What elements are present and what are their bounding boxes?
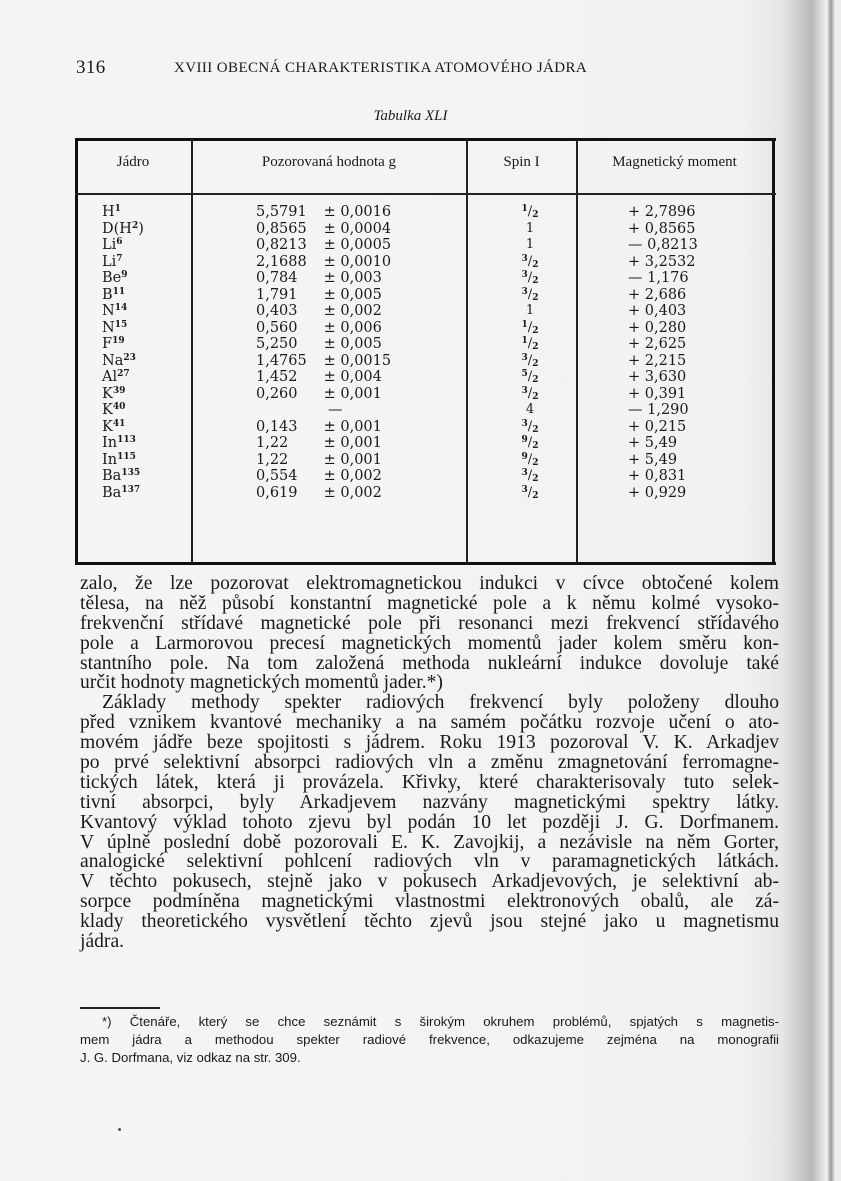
g-error: 0,001 [340, 418, 382, 435]
fraction-slash: / [527, 204, 533, 219]
footnote-line: *) Čtenáře, který se chce seznámit s širokým okruhem problémů, spjatých s magnetis- [102, 1014, 779, 1029]
spin-fraction [522, 419, 539, 434]
spin-denominator: 2 [532, 441, 539, 451]
spin-denominator: 2 [532, 358, 539, 369]
g-value-cell [256, 204, 506, 221]
plus-minus: ± [319, 385, 341, 402]
g-value: 0,784 [256, 270, 298, 286]
mass-number: 15 [114, 319, 128, 330]
element-symbol: K [102, 402, 113, 418]
spin-fraction [522, 353, 539, 368]
plus-minus: ± [319, 451, 341, 468]
nucleus-cell [102, 485, 144, 502]
spin-fraction [522, 452, 539, 467]
g-error: 0,005 [340, 286, 382, 303]
nucleus-cell [102, 287, 144, 304]
spin-numerator: 9 [521, 435, 528, 445]
nucleus-cell [102, 237, 144, 254]
spin-cell [470, 452, 590, 469]
text-line: tivní absorpci, byly Arkadjevem nazvány magnetickými spektry látky. [80, 791, 779, 813]
text-line: frekvenční střídavé magnetické pole při resonanci mezi frekvencí střídavého [80, 612, 779, 634]
nucleus-cell [102, 303, 144, 320]
mass-number: 39 [112, 385, 126, 396]
fraction-slash: / [527, 484, 533, 500]
fraction-slash: / [527, 418, 533, 434]
g-value: 1,22 [256, 451, 289, 468]
g-error: 0,0005 [340, 237, 392, 253]
spin-numerator: 1 [521, 204, 528, 214]
g-value-cell [256, 287, 506, 304]
footnote-rule [80, 1007, 160, 1009]
spin-denominator: 2 [532, 342, 539, 352]
spin-cell [470, 204, 590, 221]
g-value: 0,554 [256, 468, 298, 484]
spin-denominator: 2 [532, 490, 539, 501]
magnetic-moment-cell: + 5,49 [628, 435, 678, 451]
g-value: 0,8213 [256, 237, 307, 253]
spin-cell [470, 386, 590, 403]
plus-minus: ± [319, 220, 341, 237]
spin-numerator: 3 [521, 468, 528, 478]
element-symbol: F [102, 336, 113, 352]
plus-minus: ± [319, 484, 341, 501]
text-line: klady theoretického vysvětlení těchto zjevů jsou stejné jako u magnetismu [80, 911, 779, 933]
spin-fraction [522, 204, 539, 219]
mass-number: 7 [116, 253, 123, 264]
plus-minus: ± [319, 204, 341, 220]
element-symbol: B [102, 286, 113, 303]
g-value: 1,452 [256, 369, 298, 385]
spin-denominator: 2 [532, 424, 539, 435]
spin-cell [470, 402, 590, 419]
spin-value: 1 [525, 237, 535, 252]
text-line: zalo, že lze pozorovat elektromagnetickou indukci v cívce obtočené kolem [80, 573, 779, 594]
spin-fraction [522, 468, 539, 483]
spin-numerator: 3 [521, 286, 528, 297]
nuclear-moments-table [75, 138, 776, 566]
table-right-border [772, 138, 775, 565]
g-error: 0,002 [340, 303, 382, 319]
plus-minus: ± [319, 303, 341, 319]
text-line: V těchto pokusech, stejně jako v pokusech Arkadjevových, je selektivní ab- [80, 871, 779, 893]
g-value: 0,8565 [256, 220, 307, 237]
header-g-value [192, 154, 466, 178]
magnetic-moment-cell: — 1,176 [628, 270, 689, 286]
spin-cell [470, 485, 590, 502]
spin-denominator: 2 [532, 292, 539, 303]
element-symbol: Be [102, 270, 122, 286]
g-value-cell [256, 254, 506, 271]
text-line: analogické selektivní pohlcení radiových vln v paramagnetických látkách. [80, 851, 779, 873]
text-line: Kvantový výklad tohoto zjevu byl podán 10 let později J. G. Dorfmanem. [80, 811, 779, 833]
g-value-cell [256, 468, 506, 485]
mass-number: 1 [114, 204, 121, 214]
magnetic-moment-cell: — 1,290 [628, 402, 689, 418]
footnote-line: mem jádra a methodou spekter radiové frekvence, odkazujeme zejména na monografii [80, 1032, 779, 1047]
fraction-slash: / [527, 468, 533, 483]
nucleus-cell [102, 254, 144, 271]
spin-fraction [522, 435, 539, 450]
spin-fraction [522, 336, 539, 351]
g-value-cell [256, 353, 506, 370]
text-line: určit hodnoty magnetických momentů jader.*) [80, 672, 443, 694]
magnetic-moment-cell: + 3,630 [628, 369, 687, 385]
spin-numerator: 3 [521, 270, 528, 280]
spin-numerator: 9 [521, 451, 528, 462]
text-line: V úplně poslední době pozorovali E. K. Zavojkij, a nezávisle na něm Gorter, [80, 831, 779, 853]
magnetic-moment-cell: + 5,49 [628, 451, 678, 468]
element-suffix: ) [138, 220, 144, 237]
plus-minus: ± [319, 369, 341, 385]
magnetic-moment-cell: + 0,215 [628, 418, 687, 435]
g-error: 0,002 [340, 468, 382, 484]
g-value-cell [256, 237, 506, 254]
element-symbol: Li [102, 253, 117, 270]
mass-number: 27 [117, 369, 130, 379]
nucleus-cell [102, 468, 144, 485]
plus-minus: ± [319, 468, 341, 484]
magnetic-moment-cell: + 0,831 [628, 468, 687, 484]
mass-number: 19 [112, 336, 125, 346]
spin-cell [470, 270, 590, 287]
mass-number: 40 [112, 402, 126, 412]
fraction-slash: / [527, 385, 533, 401]
mass-number: 135 [121, 468, 141, 478]
g-value-cell [256, 320, 506, 337]
text-line: po prvé selektivní absorpci radiových vln a změnu zmagnetování ferromagne- [80, 752, 779, 774]
text-line: sorpce podmíněna magnetickými vlastnostmi elektronových obalů, ale zá- [80, 891, 779, 913]
magnetic-moment-cell: + 0,403 [628, 303, 687, 319]
g-value: 0,403 [256, 303, 298, 319]
g-value-cell [256, 221, 506, 238]
element-symbol: N [102, 303, 115, 319]
text-line: stantního pole. Na tom založená methoda nukleární indukce dovoluje také [80, 652, 779, 674]
spin-cell [470, 336, 590, 353]
footnote [80, 1013, 779, 1067]
spin-cell [470, 221, 590, 238]
text-line: movém jádře beze spojitosti s jádrem. Roku 1913 pozoroval V. K. Arkadjev [80, 732, 779, 754]
table-left-border [75, 138, 78, 565]
g-value: 5,5791 [256, 204, 307, 220]
nucleus-cell [102, 270, 144, 287]
magnetic-moment-cell: + 0,8565 [628, 220, 696, 237]
g-error: 0,005 [340, 336, 382, 352]
mass-number: 2 [131, 220, 139, 231]
g-error: 0,0010 [340, 253, 392, 270]
plus-minus: ± [319, 319, 341, 336]
element-symbol: Na [102, 352, 124, 369]
g-value: 1,4765 [256, 352, 307, 369]
g-error: 0,0004 [340, 220, 392, 237]
mass-number: 6 [116, 237, 123, 247]
spin-fraction [522, 254, 539, 269]
element-symbol: Ba [102, 468, 122, 484]
nucleus-cell [102, 369, 144, 386]
text-line: tělesa, na něž působí konstantní magnetické pole a k němu kolmé vysoko- [80, 592, 779, 614]
g-value-cell [256, 485, 506, 502]
spin-denominator: 2 [532, 259, 539, 270]
magnetic-moment-cell: + 2,625 [628, 336, 687, 352]
spin-numerator: 3 [521, 418, 528, 429]
g-value-cell [256, 419, 506, 436]
g-value: 2,1688 [256, 253, 307, 270]
spin-denominator: 2 [532, 325, 539, 336]
footnote-line: J. G. Dorfmana, viz odkaz na str. 309. [80, 1050, 301, 1065]
spin-cell [470, 419, 590, 436]
mass-number: 9 [121, 270, 128, 280]
g-error: 0,006 [340, 319, 382, 336]
fraction-slash: / [527, 253, 533, 269]
fraction-slash: / [527, 435, 533, 450]
nucleus-cell [102, 320, 144, 337]
nucleus-cell [102, 419, 144, 436]
spin-cell [470, 303, 590, 320]
spin-fraction [522, 369, 539, 384]
g-value: 0,143 [256, 418, 298, 435]
mass-number: 11 [112, 286, 126, 297]
g-value-cell [256, 336, 506, 353]
magnetic-moment-cell: — 0,8213 [628, 237, 698, 253]
mass-number: 41 [112, 418, 126, 429]
spin-denominator: 2 [532, 474, 539, 484]
element-symbol: Ba [102, 484, 122, 501]
g-value: 0,560 [256, 319, 298, 336]
header-spin: Spin I [503, 154, 540, 170]
g-value-cell [256, 270, 506, 287]
element-symbol: H [102, 204, 115, 220]
magnetic-moment-cell: + 2,215 [628, 352, 687, 369]
g-value: 0,260 [256, 385, 298, 402]
body-paragraphs [80, 574, 779, 952]
g-value-cell [256, 386, 506, 403]
fraction-slash: / [527, 352, 533, 368]
spin-denominator: 2 [532, 457, 539, 468]
element-symbol: K [102, 385, 113, 402]
spin-denominator: 2 [532, 375, 539, 385]
g-value-cell [256, 369, 506, 386]
g-value-cell [256, 435, 506, 452]
g-value: 1,22 [256, 435, 289, 451]
spin-value: 1 [525, 220, 535, 236]
nucleus-cell [102, 353, 144, 370]
g-value-cell [256, 452, 506, 469]
fraction-slash: / [527, 319, 533, 335]
magnetic-moment-cell: + 0,280 [628, 319, 687, 336]
text-line: pole a Larmorovou precesí magnetických momentů jader kolem směru kon- [80, 632, 779, 654]
fraction-slash: / [527, 336, 533, 351]
plus-minus: ± [319, 336, 341, 352]
spin-cell [470, 435, 590, 452]
spin-numerator: 3 [521, 484, 528, 495]
spin-cell [470, 254, 590, 271]
nucleus-cell [102, 336, 144, 353]
element-symbol: Li [102, 237, 117, 253]
fraction-slash: / [527, 270, 533, 285]
magnetic-moment-cell: + 2,686 [628, 286, 687, 303]
spin-value: 4 [525, 402, 535, 417]
spin-fraction [522, 270, 539, 285]
plus-minus: ± [319, 253, 341, 270]
spin-cell [470, 468, 590, 485]
fraction-slash: / [527, 369, 533, 384]
spin-cell [470, 287, 590, 304]
text-line: tických látek, která ji provázela. Křivky, které charakterisovaly tuto selek- [80, 771, 779, 793]
g-value-missing: — [328, 402, 343, 418]
magnetic-moment-cell: + 3,2532 [628, 253, 696, 270]
element-symbol: In [102, 435, 118, 451]
mass-number: 14 [114, 303, 128, 313]
spin-value: 1 [525, 303, 535, 318]
g-error: 0,003 [340, 270, 382, 286]
text-line: Základy methody spekter radiových frekvencí byly položeny dlouho [102, 692, 779, 714]
element-symbol: In [102, 451, 118, 468]
table-top-rule [75, 138, 776, 141]
g-value-column [256, 204, 506, 501]
nucleus-cell [102, 402, 144, 419]
spin-fraction [522, 485, 539, 500]
spin-numerator: 3 [521, 352, 528, 363]
magnetic-moment-cell: + 0,929 [628, 484, 687, 501]
spin-fraction [522, 287, 539, 302]
spin-numerator: 3 [521, 253, 528, 264]
g-value-cell [256, 402, 506, 419]
g-error: 0,0015 [340, 352, 392, 369]
mass-number: 137 [121, 484, 141, 495]
g-value-cell [256, 303, 506, 320]
g-error: 0,0016 [340, 204, 392, 220]
page-number: 316 [76, 57, 106, 78]
magnetic-moment-cell: + 0,391 [628, 385, 687, 402]
g-value: 0,619 [256, 484, 298, 501]
element-symbol: K [102, 418, 113, 435]
magnetic-moment-cell: + 2,7896 [628, 204, 696, 220]
table-caption: Tabulka XLI [373, 108, 448, 124]
text-line: jádra. [80, 931, 125, 953]
plus-minus: ± [319, 237, 341, 253]
spin-cell [470, 320, 590, 337]
column-divider [191, 140, 193, 562]
g-value: 1,791 [256, 286, 298, 303]
element-symbol: Al [102, 369, 118, 385]
mass-number: 113 [117, 435, 136, 445]
chapter-title: XVIII OBECNÁ CHARAKTERISTIKA ATOMOVÉHO JÁDRA [174, 60, 588, 76]
fraction-slash: / [527, 286, 533, 302]
fraction-slash: / [527, 451, 533, 467]
nucleus-cell [102, 386, 144, 403]
element-symbol: N [102, 319, 115, 336]
nucleus-cell [102, 204, 144, 221]
header-rule [75, 193, 776, 195]
g-error: 0,002 [340, 484, 382, 501]
spin-numerator: 3 [521, 385, 528, 396]
table-bottom-rule [75, 562, 776, 565]
element-symbol: D(H [102, 220, 132, 237]
spin-numerator: 1 [521, 336, 528, 346]
text-line: před vznikem kvantové mechaniky a na samém počátku rozvoje učení o ato- [80, 712, 779, 734]
spin-cell [470, 353, 590, 370]
spin-cell [470, 369, 590, 386]
spin-column [470, 204, 590, 501]
spin-numerator: 1 [521, 319, 528, 330]
plus-minus: ± [319, 435, 341, 451]
nucleus-cell [102, 221, 144, 238]
header-nucleus: Jádro [116, 154, 150, 170]
g-error: 0,001 [340, 451, 382, 468]
magnetic-moment-column [628, 204, 748, 501]
nucleus-cell [102, 452, 144, 469]
mass-number: 115 [117, 451, 136, 462]
spin-fraction [522, 320, 539, 335]
nucleus-column [102, 204, 144, 501]
spin-denominator: 2 [532, 391, 539, 402]
g-error: 0,004 [340, 369, 382, 385]
spin-cell [470, 237, 590, 254]
g-error: 0,001 [340, 435, 382, 451]
spin-denominator: 2 [532, 276, 539, 286]
plus-minus: ± [319, 270, 341, 286]
plus-minus: ± [319, 352, 341, 369]
plus-minus: ± [319, 286, 341, 303]
header-g-value-label: Pozorovaná hodnota g [261, 154, 397, 170]
g-value: 5,250 [256, 336, 298, 352]
print-speck [118, 1128, 121, 1131]
header-magnetic-moment: Magnetický moment [612, 154, 737, 170]
spin-denominator: 2 [532, 210, 539, 220]
g-error: 0,001 [340, 385, 382, 402]
nucleus-cell [102, 435, 144, 452]
spin-fraction [522, 386, 539, 401]
plus-minus: ± [319, 418, 341, 435]
mass-number: 23 [123, 352, 136, 363]
spin-numerator: 5 [521, 369, 528, 379]
